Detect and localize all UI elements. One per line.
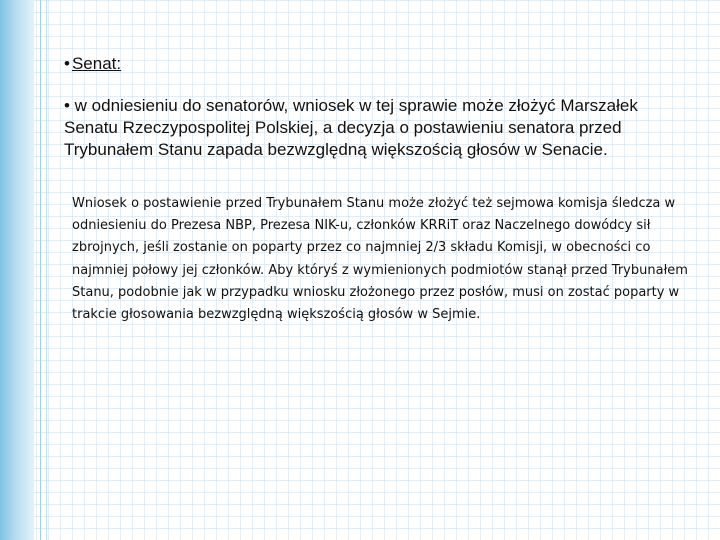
paragraph-senate: • w odniesieniu do senatorów, wniosek w tej sprawie może złożyć Marszałek Senatu Rzeczypospolitej Polskiej, a decyzja o postawieniu senatora przed Trybunałem Stanu zapada bezwzględną większością głosów w Senacie. [64,96,638,159]
decorative-line [46,0,47,540]
heading-bullet: • [64,54,70,73]
decorative-sidebar [0,0,34,540]
heading-text: Senat: [71,54,122,73]
slide-content [64,52,684,161]
decorative-line [40,0,41,540]
slide-heading [64,52,684,76]
paragraph-commission: Wniosek o postawienie przed Trybunałem Stanu może złożyć też sejmowa komisja śledcza w odniesieniu do Prezesa NBP, Prezesa NIK-u, członków KRRiT oraz Naczelnego dowódcy sił zbrojnych, jeśli zostanie on poparty przez co najmniej 2/3 składu Komisji, w obecności co najmniej połowy jej członków. Aby któryś z wymienionych podmiotów stanął przed Trybunałem Stanu, podobnie jak w przypadku wniosku złożonego przez posłów, musi on zostać poparty w trakcie głosowania bezwzględną większością głosów w Sejmie. [72,196,688,323]
